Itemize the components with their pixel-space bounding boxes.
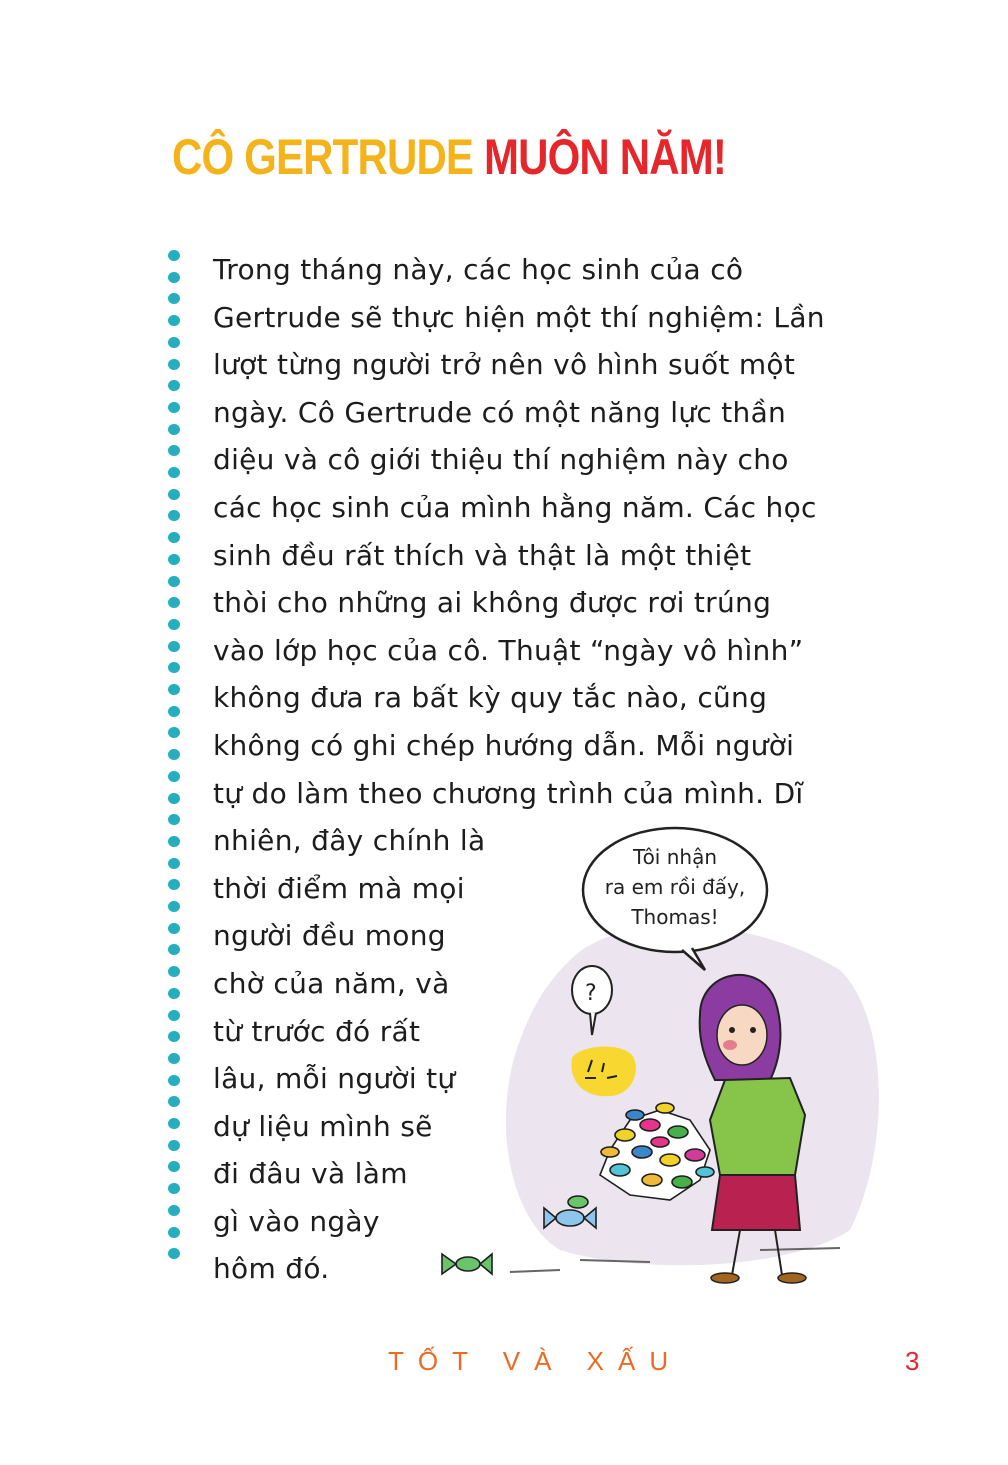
- speech-line-3: Thomas!: [631, 905, 719, 929]
- margin-dot: [168, 836, 180, 847]
- margin-dot: [168, 1140, 180, 1151]
- margin-dot: [168, 1161, 180, 1172]
- margin-dot: [168, 250, 180, 261]
- margin-dot: [168, 489, 180, 500]
- margin-dot: [168, 966, 180, 977]
- margin-dot: [168, 662, 180, 673]
- chapter-title: [172, 129, 727, 185]
- speech-line-1: Tôi nhận: [632, 845, 718, 869]
- margin-dot: [168, 359, 180, 370]
- speech-line-2: ra em rồi đấy,: [604, 875, 746, 899]
- margin-dot: [168, 1075, 180, 1086]
- margin-dot: [168, 858, 180, 869]
- margin-dot: [168, 619, 180, 630]
- margin-dot: [168, 467, 180, 478]
- body-line: diệu và cô giới thiệu thí nghiệm này cho: [213, 443, 789, 477]
- dotted-margin-line: [164, 250, 186, 1280]
- margin-dot: [168, 944, 180, 955]
- margin-dot: [168, 1096, 180, 1107]
- margin-dot: [168, 923, 180, 934]
- margin-dot: [168, 1227, 180, 1238]
- body-line: Trong tháng này, các học sinh của cô: [213, 253, 744, 286]
- margin-dot: [168, 424, 180, 435]
- margin-dot: [168, 1205, 180, 1216]
- margin-dot: [168, 879, 180, 890]
- teacher-sweater: [710, 1078, 805, 1175]
- margin-dot: [168, 684, 180, 695]
- body-line: lượt từng người trở nên vô hình suốt một: [213, 348, 796, 382]
- body-line: tự do làm theo chương trình của mình. Dĩ: [213, 776, 804, 810]
- margin-dot: [168, 1248, 180, 1259]
- margin-dot: [168, 988, 180, 999]
- body-line: từ trước đó rất: [213, 1014, 421, 1048]
- margin-dot: [168, 1053, 180, 1064]
- margin-dot: [168, 1118, 180, 1129]
- body-line: không đưa ra bất kỳ quy tắc nào, cũng: [213, 681, 768, 715]
- margin-dot: [168, 293, 180, 304]
- margin-dot: [168, 793, 180, 804]
- margin-dot: [168, 771, 180, 782]
- margin-dot: [168, 272, 180, 283]
- margin-dot: [168, 402, 180, 413]
- margin-dot: [168, 727, 180, 738]
- body-line: hôm đó.: [213, 1252, 330, 1286]
- body-line: sinh đều rất thích và thật là một thiệt: [213, 538, 752, 572]
- margin-dot: [168, 706, 180, 717]
- body-line: người đều mong: [213, 919, 446, 953]
- chapter-title-part1: CÔ GERTRUDE: [172, 129, 474, 185]
- margin-dot: [168, 532, 180, 543]
- body-line: các học sinh của mình hằng năm. Các học: [213, 490, 817, 524]
- margin-dot: [168, 510, 180, 521]
- teacher-skirt: [712, 1175, 800, 1230]
- body-line: nhiên, đây chính là: [213, 824, 486, 858]
- margin-dot: [168, 576, 180, 587]
- question-mark: ?: [585, 981, 597, 1006]
- margin-dot: [168, 380, 180, 391]
- margin-dot: [168, 1010, 180, 1021]
- margin-dot: [168, 814, 180, 825]
- teacher-face: [717, 1005, 767, 1065]
- margin-dot: [168, 901, 180, 912]
- body-line: thòi cho những ai không được rơi trúng: [213, 586, 772, 620]
- margin-dot: [168, 641, 180, 652]
- margin-dot: [168, 445, 180, 456]
- margin-dot: [168, 1183, 180, 1194]
- chapter-title-part2: MUÔN NĂM!: [483, 129, 727, 185]
- body-line: Gertrude sẽ thực hiện một thí nghiệm: Lần: [213, 300, 825, 334]
- margin-dot: [168, 597, 180, 608]
- body-line: thời điểm mà mọi: [213, 871, 465, 905]
- body-line: vào lớp học của cô. Thuật “ngày vô hình”: [213, 633, 804, 667]
- speech-bubble-text: [600, 842, 750, 932]
- page-number: 3: [905, 1346, 920, 1376]
- margin-dot: [168, 315, 180, 326]
- body-line: chờ của năm, và: [213, 966, 450, 1000]
- running-footer-title: TỐT VÀ XẤU: [388, 1346, 683, 1376]
- body-line: dự liệu mình sẽ: [213, 1109, 433, 1143]
- body-line: không có ghi chép hướng dẫn. Mỗi người: [213, 728, 795, 762]
- margin-dot: [168, 337, 180, 348]
- body-line: gì vào ngày: [213, 1204, 380, 1238]
- margin-dot: [168, 749, 180, 760]
- body-line: lâu, mỗi người tự: [213, 1062, 456, 1096]
- margin-dot: [168, 554, 180, 565]
- body-line: ngày. Cô Gertrude có một năng lực thần: [213, 395, 787, 429]
- margin-dot: [168, 1031, 180, 1042]
- body-line: đi đâu và làm: [213, 1157, 408, 1191]
